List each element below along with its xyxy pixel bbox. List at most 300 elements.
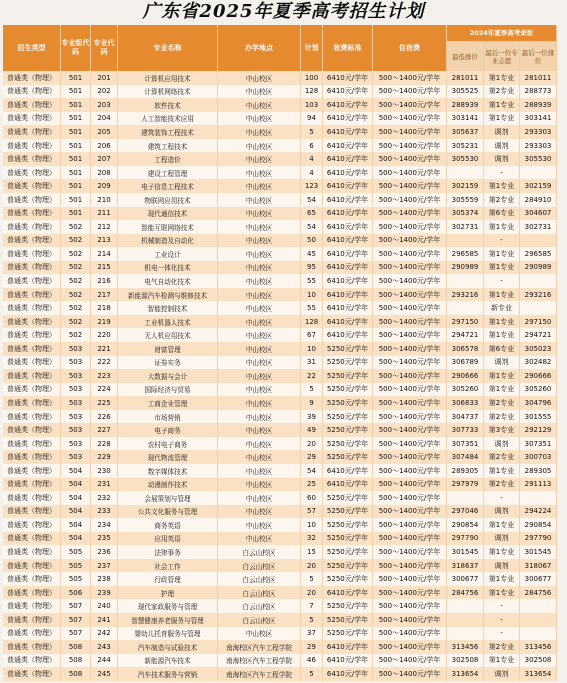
cell-lowest-choice: 调剂 [484, 152, 520, 166]
cell-group-code: 508 [61, 667, 91, 681]
table-row [3, 139, 557, 153]
cell-dorm: 500～1400元/学年 [373, 166, 447, 180]
cell-campus: 中山校区 [218, 220, 301, 234]
cell-last-rank: 305530 [520, 152, 557, 166]
cell-campus: 中山校区 [218, 627, 301, 641]
cell-major-code: 211 [91, 207, 118, 221]
cell-lowest-rank [447, 234, 484, 248]
table-row [3, 464, 557, 478]
cell-lowest-rank: 305530 [447, 152, 484, 166]
cell-last-rank: 293303 [520, 139, 557, 153]
table-row [3, 288, 557, 302]
cell-dorm: 500～1400元/学年 [373, 518, 447, 532]
cell-lowest-choice: - [484, 274, 520, 288]
cell-plan: 54 [301, 464, 323, 478]
cell-group-code: 508 [61, 654, 91, 668]
table-row [3, 152, 557, 166]
cell-dorm: 500～1400元/学年 [373, 274, 447, 288]
header-group-code: 专业组代码 [61, 25, 91, 71]
cell-last-rank [520, 613, 557, 627]
cell-category: 普通类（物理） [3, 396, 61, 410]
cell-major-code: 224 [91, 383, 118, 397]
table-row [3, 586, 557, 600]
cell-group-code: 504 [61, 518, 91, 532]
cell-lowest-rank: 302508 [447, 654, 484, 668]
cell-major-name: 法律事务 [118, 545, 218, 559]
cell-tuition: 6410元/学年 [323, 301, 373, 315]
cell-last-rank: 290854 [520, 518, 557, 532]
cell-lowest-choice: 调剂 [484, 505, 520, 519]
cell-group-code: 501 [61, 112, 91, 126]
cell-category: 普通类（物理） [3, 328, 61, 342]
cell-lowest-choice: - [484, 627, 520, 641]
cell-major-name: 公共文化服务与管理 [118, 505, 218, 519]
cell-lowest-choice: 调剂 [484, 437, 520, 451]
cell-category: 普通类（物理） [3, 491, 61, 505]
cell-category: 普通类（物理） [3, 586, 61, 600]
cell-campus: 中山校区 [218, 491, 301, 505]
cell-last-rank [520, 274, 557, 288]
cell-dorm: 500～1400元/学年 [373, 613, 447, 627]
cell-last-rank: 318067 [520, 559, 557, 573]
cell-category: 普通类（物理） [3, 654, 61, 668]
cell-lowest-rank: 281011 [447, 71, 484, 85]
cell-campus: 中山校区 [218, 139, 301, 153]
cell-lowest-choice: 调剂 [484, 125, 520, 139]
cell-lowest-rank: 288939 [447, 98, 484, 112]
cell-dorm: 500～1400元/学年 [373, 193, 447, 207]
cell-last-rank [520, 599, 557, 613]
cell-major-name: 计算机应用技术 [118, 71, 218, 85]
cell-lowest-choice: 第1专业 [484, 261, 520, 275]
cell-category: 普通类（物理） [3, 207, 61, 221]
cell-lowest-choice: 第1专业 [484, 247, 520, 261]
cell-major-code: 210 [91, 193, 118, 207]
cell-lowest-rank: 305231 [447, 139, 484, 153]
cell-dorm: 500～1400元/学年 [373, 532, 447, 546]
cell-major-code: 209 [91, 179, 118, 193]
cell-tuition: 6410元/学年 [323, 586, 373, 600]
cell-lowest-choice: 第2专业 [484, 193, 520, 207]
cell-group-code: 502 [61, 288, 91, 302]
cell-last-rank [520, 491, 557, 505]
header-campus: 办学地点 [218, 25, 301, 71]
cell-lowest-rank: 296585 [447, 247, 484, 261]
cell-major-name: 应用英语 [118, 532, 218, 546]
cell-last-rank: 293216 [520, 288, 557, 302]
cell-campus: 中山校区 [218, 478, 301, 492]
header-year-block: 2024年夏季高考录取 [447, 25, 557, 42]
cell-major-name: 婴幼儿托育服务与管理 [118, 627, 218, 641]
cell-campus: 中山校区 [218, 125, 301, 139]
cell-lowest-rank: 305559 [447, 193, 484, 207]
cell-lowest-choice: 第1专业 [484, 369, 520, 383]
table-row [3, 179, 557, 193]
cell-lowest-choice: 第1专业 [484, 315, 520, 329]
cell-tuition: 5250元/学年 [323, 410, 373, 424]
cell-group-code: 504 [61, 505, 91, 519]
table-row [3, 234, 557, 248]
cell-dorm: 500～1400元/学年 [373, 152, 447, 166]
table-row [3, 667, 557, 681]
cell-major-code: 208 [91, 166, 118, 180]
cell-campus: 中山校区 [218, 98, 301, 112]
cell-tuition: 6410元/学年 [323, 166, 373, 180]
cell-tuition: 5250元/学年 [323, 518, 373, 532]
cell-campus: 中山校区 [218, 518, 301, 532]
cell-category: 普通类（物理） [3, 152, 61, 166]
cell-plan: 46 [301, 654, 323, 668]
cell-tuition: 6410元/学年 [323, 112, 373, 126]
cell-lowest-choice: 第6专业 [484, 342, 520, 356]
cell-group-code: 506 [61, 586, 91, 600]
cell-group-code: 503 [61, 356, 91, 370]
cell-major-name: 现代物流管理 [118, 450, 218, 464]
cell-category: 普通类（物理） [3, 667, 61, 681]
cell-campus: 中山校区 [218, 152, 301, 166]
cell-tuition: 6410元/学年 [323, 193, 373, 207]
cell-major-code: 235 [91, 532, 118, 546]
cell-major-name: 护理 [118, 586, 218, 600]
page-title: 广东省2025年夏季高考招生计划 [142, 1, 425, 22]
cell-last-rank: 313456 [520, 640, 557, 654]
cell-last-rank [520, 301, 557, 315]
cell-lowest-rank [447, 301, 484, 315]
cell-lowest-choice: 第2专业 [484, 478, 520, 492]
cell-tuition: 6410元/学年 [323, 220, 373, 234]
cell-group-code: 504 [61, 464, 91, 478]
cell-tuition: 5250元/学年 [323, 369, 373, 383]
cell-major-code: 217 [91, 288, 118, 302]
cell-lowest-rank [447, 491, 484, 505]
cell-lowest-rank: 306833 [447, 396, 484, 410]
cell-campus: 中山校区 [218, 423, 301, 437]
cell-major-code: 244 [91, 654, 118, 668]
cell-major-name: 证券实务 [118, 356, 218, 370]
table-row [3, 193, 557, 207]
cell-major-code: 233 [91, 505, 118, 519]
cell-plan: 15 [301, 545, 323, 559]
cell-last-rank: 300677 [520, 572, 557, 586]
header-category: 招生类型 [3, 25, 61, 71]
cell-last-rank: 290666 [520, 369, 557, 383]
cell-tuition: 5250元/学年 [323, 572, 373, 586]
cell-category: 普通类（物理） [3, 139, 61, 153]
cell-dorm: 500～1400元/学年 [373, 125, 447, 139]
cell-major-code: 221 [91, 342, 118, 356]
cell-plan: 20 [301, 586, 323, 600]
cell-major-code: 230 [91, 464, 118, 478]
cell-last-rank [520, 234, 557, 248]
table-header [3, 25, 557, 71]
cell-campus: 中山校区 [218, 356, 301, 370]
cell-campus: 中山校区 [218, 166, 301, 180]
cell-category: 普通类（物理） [3, 559, 61, 573]
cell-dorm: 500～1400元/学年 [373, 572, 447, 586]
cell-major-name: 无人机应用技术 [118, 328, 218, 342]
cell-major-name: 汽车制造与试验技术 [118, 640, 218, 654]
cell-plan: 128 [301, 315, 323, 329]
cell-major-name: 现代通信技术 [118, 207, 218, 221]
cell-category: 普通类（物理） [3, 71, 61, 85]
cell-category: 普通类（物理） [3, 505, 61, 519]
cell-lowest-choice: - [484, 599, 520, 613]
cell-plan: 55 [301, 301, 323, 315]
cell-last-rank: 302159 [520, 179, 557, 193]
table-row [3, 505, 557, 519]
cell-major-code: 238 [91, 572, 118, 586]
cell-campus: 中山校区 [218, 71, 301, 85]
cell-campus: 中山校区 [218, 437, 301, 451]
cell-major-code: 225 [91, 396, 118, 410]
cell-tuition: 5250元/学年 [323, 383, 373, 397]
table-row [3, 301, 557, 315]
cell-campus: 白云山校区 [218, 613, 301, 627]
cell-lowest-rank: 305637 [447, 125, 484, 139]
header-last-rank: 最后一位排位 [520, 42, 557, 71]
cell-lowest-rank: 301545 [447, 545, 484, 559]
cell-major-name: 国际经济与贸易 [118, 383, 218, 397]
cell-campus: 中山校区 [218, 247, 301, 261]
cell-major-code: 205 [91, 125, 118, 139]
cell-major-code: 242 [91, 627, 118, 641]
cell-lowest-choice: 第1专业 [484, 654, 520, 668]
cell-major-code: 207 [91, 152, 118, 166]
cell-category: 普通类（物理） [3, 572, 61, 586]
cell-lowest-choice: 调剂 [484, 356, 520, 370]
cell-lowest-choice: 第2专业 [484, 85, 520, 99]
cell-tuition: 6410元/学年 [323, 464, 373, 478]
cell-dorm: 500～1400元/学年 [373, 261, 447, 275]
cell-tuition: 6410元/学年 [323, 640, 373, 654]
table-row [3, 396, 557, 410]
cell-category: 普通类（物理） [3, 220, 61, 234]
cell-plan: 10 [301, 518, 323, 532]
cell-group-code: 505 [61, 545, 91, 559]
cell-dorm: 500～1400元/学年 [373, 247, 447, 261]
cell-plan: 55 [301, 274, 323, 288]
cell-plan: 67 [301, 328, 323, 342]
cell-group-code: 503 [61, 342, 91, 356]
cell-tuition: 6410元/学年 [323, 315, 373, 329]
cell-category: 普通类（物理） [3, 112, 61, 126]
cell-major-name: 工业设计 [118, 247, 218, 261]
cell-last-rank: 301545 [520, 545, 557, 559]
cell-dorm: 500～1400元/学年 [373, 627, 447, 641]
cell-tuition: 6410元/学年 [323, 247, 373, 261]
cell-category: 普通类（物理） [3, 599, 61, 613]
table-row [3, 410, 557, 424]
cell-lowest-rank: 305374 [447, 207, 484, 221]
cell-tuition: 6410元/学年 [323, 234, 373, 248]
cell-major-code: 223 [91, 369, 118, 383]
cell-lowest-choice: 第1专业 [484, 98, 520, 112]
cell-dorm: 500～1400元/学年 [373, 288, 447, 302]
table-row [3, 383, 557, 397]
cell-major-code: 219 [91, 315, 118, 329]
table-row [3, 85, 557, 99]
cell-major-name: 人工智能技术应用 [118, 112, 218, 126]
cell-plan: 32 [301, 532, 323, 546]
table-row [3, 478, 557, 492]
cell-group-code: 502 [61, 220, 91, 234]
cell-category: 普通类（物理） [3, 125, 61, 139]
cell-last-rank: 288939 [520, 98, 557, 112]
cell-plan: 31 [301, 356, 323, 370]
cell-major-name: 数字媒体技术 [118, 464, 218, 478]
cell-lowest-choice: 第3专业 [484, 423, 520, 437]
table-row [3, 599, 557, 613]
cell-group-code: 501 [61, 85, 91, 99]
cell-lowest-choice: 第1专业 [484, 572, 520, 586]
table-row [3, 627, 557, 641]
cell-lowest-rank: 304737 [447, 410, 484, 424]
cell-dorm: 500～1400元/学年 [373, 450, 447, 464]
table-row [3, 247, 557, 261]
cell-campus: 中山校区 [218, 207, 301, 221]
cell-major-code: 234 [91, 518, 118, 532]
header-tuition: 收费标准 [323, 25, 373, 71]
cell-tuition: 6410元/学年 [323, 71, 373, 85]
cell-lowest-choice: 第6专业 [484, 207, 520, 221]
cell-group-code: 501 [61, 179, 91, 193]
cell-group-code: 501 [61, 193, 91, 207]
cell-major-code: 220 [91, 328, 118, 342]
cell-major-name: 电子信息工程技术 [118, 179, 218, 193]
cell-major-code: 215 [91, 261, 118, 275]
cell-group-code: 502 [61, 301, 91, 315]
cell-lowest-rank: 302731 [447, 220, 484, 234]
cell-group-code: 501 [61, 166, 91, 180]
cell-lowest-rank: 302159 [447, 179, 484, 193]
cell-major-name: 工业机器人技术 [118, 315, 218, 329]
cell-dorm: 500～1400元/学年 [373, 667, 447, 681]
cell-major-code: 239 [91, 586, 118, 600]
table-row [3, 491, 557, 505]
cell-group-code: 504 [61, 532, 91, 546]
cell-last-rank: 305260 [520, 383, 557, 397]
cell-lowest-rank: 284756 [447, 586, 484, 600]
cell-tuition: 6410元/学年 [323, 667, 373, 681]
table-row [3, 261, 557, 275]
cell-campus: 中山校区 [218, 301, 301, 315]
cell-group-code: 504 [61, 478, 91, 492]
cell-campus: 南海校区汽车工程学院 [218, 640, 301, 654]
cell-lowest-rank: 318637 [447, 559, 484, 573]
cell-plan: 5 [301, 667, 323, 681]
cell-dorm: 500～1400元/学年 [373, 559, 447, 573]
cell-campus: 南海校区汽车工程学院 [218, 667, 301, 681]
cell-dorm: 500～1400元/学年 [373, 369, 447, 383]
cell-major-code: 245 [91, 667, 118, 681]
cell-dorm: 500～1400元/学年 [373, 654, 447, 668]
cell-lowest-rank: 307484 [447, 450, 484, 464]
cell-campus: 中山校区 [218, 369, 301, 383]
cell-group-code: 502 [61, 261, 91, 275]
cell-major-code: 227 [91, 423, 118, 437]
cell-tuition: 6410元/学年 [323, 654, 373, 668]
cell-dorm: 500～1400元/学年 [373, 356, 447, 370]
cell-plan: 6 [301, 139, 323, 153]
cell-tuition: 6410元/学年 [323, 139, 373, 153]
cell-group-code: 503 [61, 410, 91, 424]
cell-major-code: 236 [91, 545, 118, 559]
table-row [3, 274, 557, 288]
cell-last-rank: 296585 [520, 247, 557, 261]
cell-group-code: 501 [61, 139, 91, 153]
cell-major-code: 213 [91, 234, 118, 248]
cell-lowest-choice: 第1专业 [484, 328, 520, 342]
cell-major-name: 农村电子商务 [118, 437, 218, 451]
cell-last-rank: 305023 [520, 342, 557, 356]
cell-plan: 37 [301, 627, 323, 641]
cell-lowest-rank: 300677 [447, 572, 484, 586]
cell-major-name: 建设工程管理 [118, 166, 218, 180]
cell-major-name: 计算机网络技术 [118, 85, 218, 99]
cell-lowest-choice: 第1专业 [484, 179, 520, 193]
cell-tuition: 6410元/学年 [323, 125, 373, 139]
cell-category: 普通类（物理） [3, 98, 61, 112]
cell-category: 普通类（物理） [3, 640, 61, 654]
cell-lowest-choice: 新专业 [484, 301, 520, 315]
cell-last-rank: 303141 [520, 112, 557, 126]
table-row [3, 328, 557, 342]
header-plan: 计划 [301, 25, 323, 71]
table-row [3, 220, 557, 234]
cell-group-code: 505 [61, 559, 91, 573]
cell-campus: 中山校区 [218, 315, 301, 329]
cell-lowest-rank: 297790 [447, 532, 484, 546]
cell-group-code: 503 [61, 423, 91, 437]
cell-last-rank: 288773 [520, 85, 557, 99]
table-row [3, 315, 557, 329]
cell-group-code: 502 [61, 247, 91, 261]
cell-campus: 中山校区 [218, 112, 301, 126]
cell-plan: 39 [301, 410, 323, 424]
cell-tuition: 5250元/学年 [323, 423, 373, 437]
cell-campus: 中山校区 [218, 234, 301, 248]
cell-plan: 10 [301, 288, 323, 302]
cell-dorm: 500～1400元/学年 [373, 207, 447, 221]
cell-plan: 20 [301, 559, 323, 573]
cell-major-name: 市场营销 [118, 410, 218, 424]
cell-category: 普通类（物理） [3, 532, 61, 546]
header-lowest-rank: 最低排位 [447, 42, 484, 71]
cell-last-rank: 300703 [520, 450, 557, 464]
cell-major-code: 204 [91, 112, 118, 126]
cell-major-code: 216 [91, 274, 118, 288]
cell-plan: 29 [301, 450, 323, 464]
cell-category: 普通类（物理） [3, 85, 61, 99]
cell-campus: 白云山校区 [218, 572, 301, 586]
cell-lowest-rank: 297150 [447, 315, 484, 329]
cell-campus: 白云山校区 [218, 599, 301, 613]
cell-campus: 中山校区 [218, 261, 301, 275]
cell-group-code: 501 [61, 125, 91, 139]
cell-campus: 中山校区 [218, 410, 301, 424]
cell-lowest-rank: 290989 [447, 261, 484, 275]
cell-campus: 中山校区 [218, 505, 301, 519]
cell-lowest-choice: 调剂 [484, 139, 520, 153]
cell-lowest-choice: 第1专业 [484, 288, 520, 302]
cell-tuition: 5250元/学年 [323, 450, 373, 464]
cell-major-code: 212 [91, 220, 118, 234]
cell-tuition: 5250元/学年 [323, 532, 373, 546]
cell-major-code: 231 [91, 478, 118, 492]
cell-group-code: 502 [61, 315, 91, 329]
cell-last-rank [520, 627, 557, 641]
cell-last-rank: 297790 [520, 532, 557, 546]
